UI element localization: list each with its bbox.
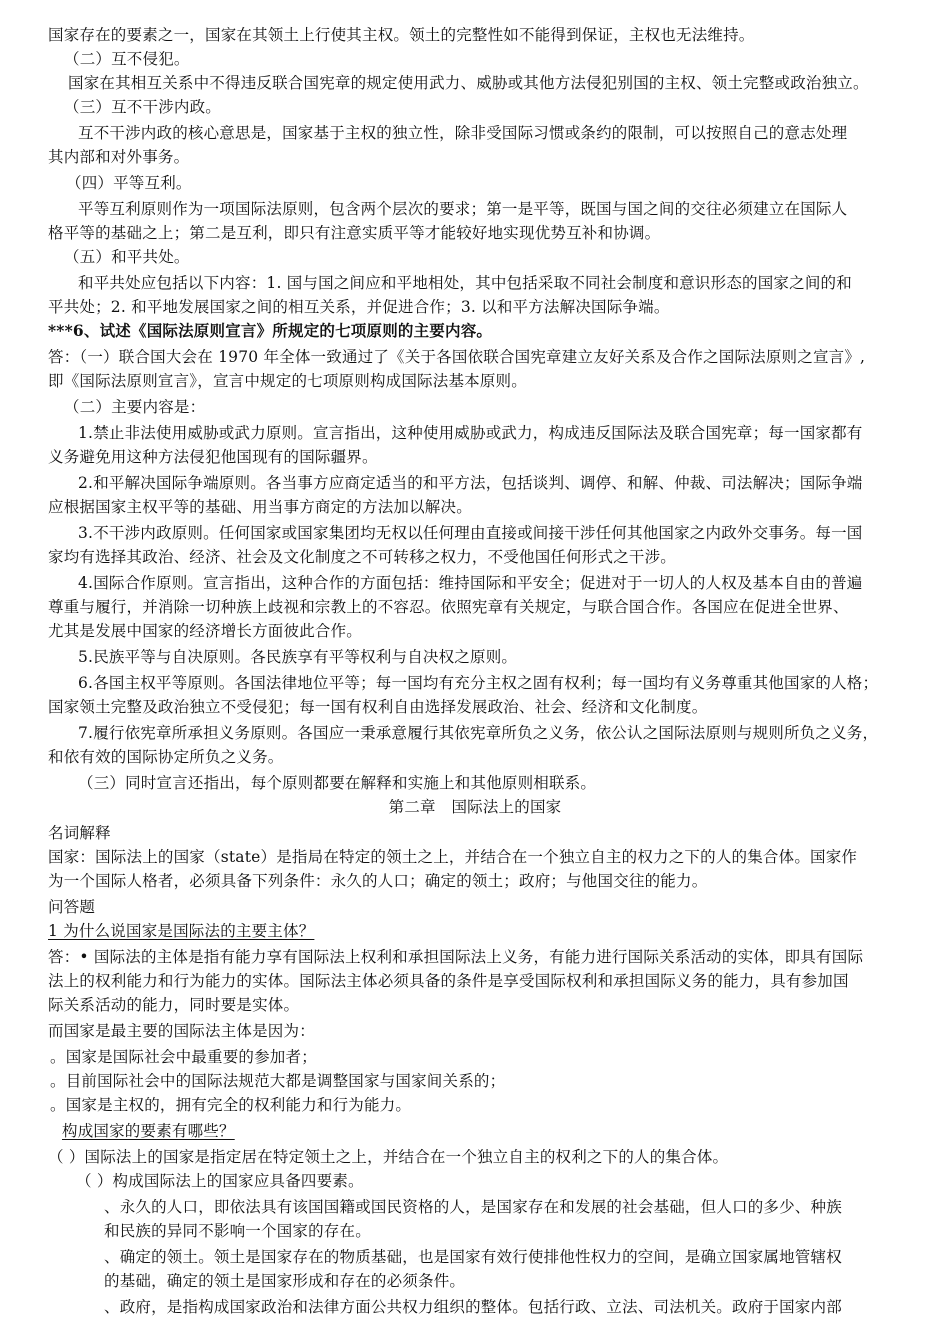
- text-line: 际关系活动的能力，同时要是实体。: [48, 996, 300, 1014]
- section-heading: （二）主要内容是：: [64, 398, 206, 416]
- text-line: 家均有选择其政治、经济、社会及文化制度之不可转移之权力，不受他国任何形式之干涉。: [48, 548, 677, 566]
- text-line: 、确定的领土。领土是国家存在的物质基础，也是国家有效行使排他性权力的空间，是确立国家属地管辖权: [104, 1248, 842, 1266]
- text-line: 格平等的基础之上；第二是互利，即只有注意实质平等才能较好地实现优势互补和协调。: [48, 224, 661, 242]
- text-line: 答：• 国际法的主体是指有能力享有国际法上权利和承担国际法上义务，有能力进行国际关系活动的实体，即具有国际: [48, 948, 864, 966]
- text-line: 国家领土完整及政治独立不受侵犯；每一国有权利自由选择发展政治、社会、经济和文化制度。: [48, 698, 708, 716]
- text-line: 4.国际合作原则。宣言指出，这种合作的方面包括：维持国际和平安全；促进对于一切人的人权及基本自由的普遍: [78, 574, 863, 592]
- text-line: 、永久的人口，即依法具有该国国籍或国民资格的人，是国家存在和发展的社会基础，但人口的多少、种族: [104, 1198, 842, 1216]
- section-heading: （二）互不侵犯。: [64, 50, 190, 68]
- list-item: 。目前国际社会中的国际法规范大都是调整国家与国家间关系的；: [50, 1072, 506, 1090]
- text-line: 和依有效的国际协定所负之义务。: [48, 748, 284, 766]
- section-heading: （三）互不干涉内政。: [64, 98, 222, 116]
- text-line: 互不干涉内政的核心意思是，国家基于主权的独立性，除非受国际习惯或条约的限制，可以按照自己的意志处理: [78, 124, 848, 142]
- question-heading: 1 为什么说国家是国际法的主要主体？: [48, 922, 315, 940]
- text-line: 其内部和对外事务。: [48, 148, 190, 166]
- text-line: 的基础，确定的领土是国家形成和存在的必须条件。: [104, 1272, 466, 1290]
- section-heading: （四）平等互利。: [66, 174, 192, 192]
- text-line: 和民族的异同不影响一个国家的存在。: [104, 1222, 371, 1240]
- text-line: 6.各国主权平等原则。各国法律地位平等；每一国均有充分主权之固有权利；每一国均有义务尊重其他国家的人格；: [78, 674, 879, 692]
- text-line: 2.和平解决国际争端原则。各当事方应商定适当的和平方法，包括谈判、调停、和解、仲裁、司法解决；国际争端: [78, 474, 863, 492]
- text-line: 平共处；2. 和平地发展国家之间的相互关系，并促进合作；3. 以和平方法解决国际争端。: [48, 298, 670, 316]
- text-line: （ ）国际法上的国家是指定居在特定领土之上，并结合在一个独立自主的权利之下的人的集合体。: [48, 1148, 729, 1166]
- text-line: 、政府，是指构成国家政治和法律方面公共权力组织的整体。包括行政、立法、司法机关。政府于国家内部: [104, 1298, 842, 1316]
- text-line: 和平共处应包括以下内容：1. 国与国之间应和平地相处，其中包括采取不同社会制度和意识形态的国家之间的和: [78, 274, 852, 292]
- text-line: 法上的权利能力和行为能力的实体。国际法主体必须具备的条件是享受国际权利和承担国际义务的能力，具有参加国: [48, 972, 849, 990]
- text-line: 国家在其相互关系中不得违反联合国宪章的规定使用武力、威胁或其他方法侵犯别国的主权、领土完整或政治独立。: [68, 74, 869, 92]
- chapter-title: 第二章 国际法上的国家: [388, 798, 562, 816]
- text-line: 应根据国家主权平等的基础、用当事方商定的方法加以解决。: [48, 498, 472, 516]
- text-line: （ ）构成国际法上的国家应具备四要素。: [76, 1172, 364, 1190]
- section-heading: （五）和平共处。: [64, 248, 190, 266]
- question-heading: ***6、试述《国际法原则宣言》所规定的七项原则的主要内容。: [48, 321, 493, 340]
- question-heading: 构成国家的要素有哪些？: [62, 1122, 235, 1140]
- text-line: 尊重与履行，并消除一切种族上歧视和宗教上的不容忍。依照宪章有关规定，与联合国合作。各国应在促进全世界、: [48, 598, 849, 616]
- text-line: 7.履行依宪章所承担义务原则。各国应一秉承意履行其依宪章所负之义务，依公认之国际法原则与规则所负之义务，: [78, 724, 879, 742]
- text-line: 1.禁止非法使用威胁或武力原则。宣言指出，这种使用威胁或武力，构成违反国际法及联合国宪章；每一国家都有: [78, 424, 863, 442]
- list-item: 。国家是主权的，拥有完全的权利能力和行为能力。: [50, 1096, 412, 1114]
- text-line: 国家：国际法上的国家（state）是指局在特定的领土之上，并结合在一个独立自主的权力之下的人的集合体。国家作: [48, 848, 858, 866]
- list-item: 。国家是国际社会中最重要的参加者；: [50, 1048, 317, 1066]
- text-line: 为一个国际人格者，必须具备下列条件：永久的人口；确定的领土；政府；与他国交往的能力。: [48, 872, 708, 890]
- subheading-qa: 问答题: [48, 898, 96, 916]
- text-line: 义务避免用这种方法侵犯他国现有的国际疆界。: [48, 448, 378, 466]
- text-line: 尤其是发展中国家的经济增长方面彼此合作。: [48, 622, 363, 640]
- text-line: 平等互利原则作为一项国际法原则，包含两个层次的要求；第一是平等，既国与国之间的交往必须建立在国际人: [78, 200, 848, 218]
- subheading-terms: 名词解释: [48, 824, 111, 842]
- text-line: 3.不干涉内政原则。任何国家或国家集团均无权以任何理由直接或间接干涉任何其他国家之内政外交事务。每一国: [78, 524, 863, 542]
- text-line: 国家存在的要素之一，国家在其领土上行使其主权。领土的完整性如不能得到保证，主权也无法维持。: [48, 26, 755, 44]
- text-line: （三）同时宣言还指出，每个原则都要在解释和实施上和其他原则相联系。: [78, 774, 597, 792]
- text-line: 而国家是最主要的国际法主体是因为：: [48, 1022, 315, 1040]
- text-line: 答：（一）联合国大会在 1970 年全体一致通过了《关于各国依联合国宪章建立友好关系及合作之国际法原则之宣言》,: [48, 348, 866, 366]
- text-line: 5.民族平等与自决原则。各民族享有平等权利与自决权之原则。: [78, 648, 518, 666]
- text-line: 即《国际法原则宣言》，宣言中规定的七项原则构成国际法基本原则。: [48, 372, 527, 390]
